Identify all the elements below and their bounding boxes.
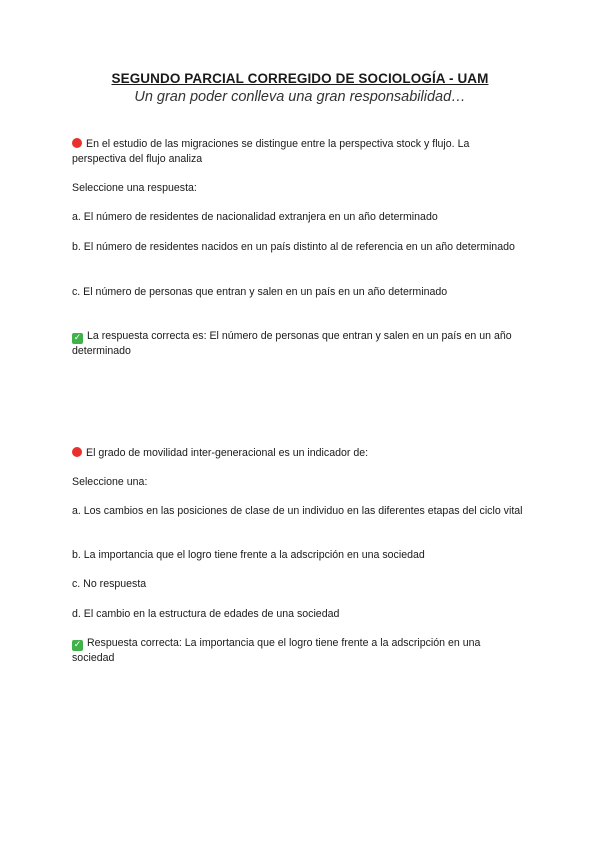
question-1-option-b — [72, 240, 524, 255]
question-1-answer — [72, 329, 524, 359]
question-2-answer-text: Respuesta correcta: La importancia que el logro tiene frente a la adscripción en una sociedad — [72, 637, 481, 664]
question-1-prompt-text: Seleccione una respuesta: — [72, 182, 197, 194]
question-1-option-a-text: a. El número de residentes de nacionalidad extranjera en un año determinado — [72, 211, 438, 223]
question-1-stem: En el estudio de las migraciones se distingue entre la perspectiva stock y flujo. La perspectiva del flujo analiza — [72, 138, 470, 165]
question-2-prompt — [72, 475, 524, 490]
question-2-option-a — [72, 504, 524, 519]
red-circle-icon — [72, 447, 82, 457]
question-1-answer-text: La respuesta correcta es: El número de personas que entran y salen en un país en un año determinado — [72, 330, 512, 357]
question-2-option-a-text: a. Los cambios en las posiciones de clase de un individuo en las diferentes etapas del ciclo vital — [72, 505, 523, 517]
question-1-prompt — [72, 181, 524, 196]
question-2-option-c-text: c. No respuesta — [72, 578, 147, 590]
question-1-text — [72, 137, 524, 167]
question-1-option-c — [72, 285, 524, 300]
question-1-option-b-text: b. El número de residentes nacidos en un país distinto al de referencia en un año determinado — [72, 241, 515, 253]
question-2-option-b-text: b. La importancia que el logro tiene frente a la adscripción en una sociedad — [72, 549, 425, 561]
question-2-option-d — [72, 607, 524, 622]
question-1-option-c-text: c. El número de personas que entran y salen en un país en un año determinado — [72, 286, 448, 298]
question-2-text — [72, 446, 524, 461]
question-2-answer — [72, 636, 524, 666]
check-mark-button-icon: ✓ — [73, 333, 82, 343]
question-2-option-c — [72, 577, 524, 592]
question-1-option-a — [72, 210, 524, 225]
question-2-prompt-text: Seleccione una: — [72, 476, 148, 488]
question-2-stem: El grado de movilidad inter-generacional es un indicador de: — [86, 447, 369, 459]
question-2-option-b — [72, 548, 524, 563]
document-header — [0, 70, 600, 107]
question-2-option-d-text: d. El cambio en la estructura de edades de una sociedad — [72, 608, 340, 620]
red-circle-icon — [72, 138, 82, 148]
document-subtitle: Un gran poder conlleva una gran responsabilidad… — [134, 89, 466, 105]
check-mark-button-icon: ✓ — [73, 640, 82, 650]
document-title: SEGUNDO PARCIAL CORREGIDO DE SOCIOLOGÍA - UAM — [111, 71, 489, 86]
